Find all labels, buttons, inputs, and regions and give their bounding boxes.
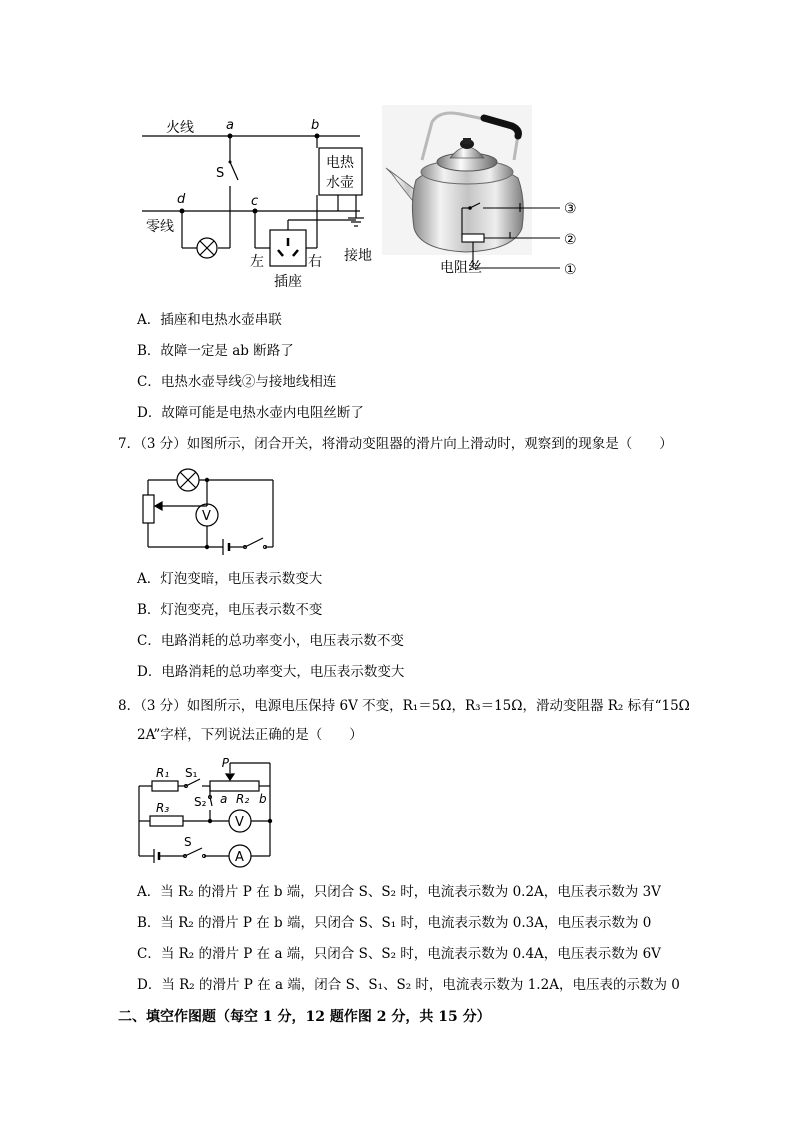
q8-s-label: S <box>184 835 192 849</box>
fig6-s: S <box>216 166 225 181</box>
q8-option-d[interactable]: D．当 R₂ 的滑片 P 在 a 端，闭合 S、S₁、S₂ 时，电流表示数为 1.2A，电压表的示数为 0 <box>137 977 680 993</box>
fig6-a: a <box>226 118 234 133</box>
fig6-circle-1: ① <box>564 262 577 278</box>
q6-option-d[interactable]: D．故障可能是电热水壶内电阻丝断了 <box>137 405 364 421</box>
fig6-jiedi: 接地 <box>344 248 372 264</box>
fig6-huoxian: 火线 <box>166 120 194 136</box>
q8-a-label: a <box>220 792 228 806</box>
q8-option-b[interactable]: B．当 R₂ 的滑片 P 在 b 端，只闭合 S、S₁ 时，电流表示数为 0.3A，电压表示数为 0 <box>137 915 652 931</box>
fig6-chazuo: 插座 <box>274 274 302 290</box>
fig6-b: b <box>311 118 320 133</box>
fig6-c: c <box>251 194 259 209</box>
q8-stem-line2: 2A”字样，下列说法正确的是（ ） <box>137 727 363 743</box>
q8-r2-label: R₂ <box>236 792 250 806</box>
fig6-circle-3: ③ <box>564 201 577 217</box>
q8-b-label: b <box>259 792 267 806</box>
q8-option-a[interactable]: A．当 R₂ 的滑片 P 在 b 端，只闭合 S、S₂ 时，电流表示数为 0.2A，电压表示数为 3V <box>137 884 661 900</box>
q8-voltmeter-label: V <box>235 815 244 830</box>
q8-r3-label: R₃ <box>156 801 170 815</box>
q8-stem-line1: 8．（3 分）如图所示，电源电压保持 6V 不变，R₁＝5Ω，R₃＝15Ω，滑动变阻器 R₂ 标有“15Ω <box>118 698 690 714</box>
q8-ammeter-label: A <box>235 850 244 865</box>
fig6-kettle-line2: 水壶 <box>326 175 354 191</box>
q7-circuit-diagram <box>135 462 285 557</box>
fig6-kettle-line1: 电热 <box>326 155 354 171</box>
fig6-dianzusi: 电阻丝 <box>440 260 482 276</box>
fig6-circle-2: ② <box>564 232 577 248</box>
q7-stem: 7．（3 分）如图所示，闭合开关，将滑动变阻器的滑片向上滑动时，观察到的现象是（ ） <box>118 436 673 452</box>
q6-option-a[interactable]: A．插座和电热水壶串联 <box>137 312 282 328</box>
fig6-d: d <box>177 192 186 207</box>
q7-option-a[interactable]: A．灯泡变暗，电压表示数变大 <box>137 571 323 587</box>
q8-circuit-diagram <box>130 755 280 870</box>
q6-option-b[interactable]: B．故障一定是 ab 断路了 <box>137 343 294 359</box>
q7-voltmeter-label: V <box>202 509 211 524</box>
q6-option-c[interactable]: C．电热水壶导线②与接地线相连 <box>137 374 337 390</box>
q8-s1-label: S₁ <box>185 766 198 780</box>
q8-option-c[interactable]: C．当 R₂ 的滑片 P 在 a 端，只闭合 S、S₂ 时，电流表示数为 0.4A，电压表示数为 6V <box>137 946 661 962</box>
fig6-lingxian: 零线 <box>146 219 174 235</box>
fig6-zuo: 左 <box>250 254 264 270</box>
section-2-heading: 二、填空作图题（每空 1 分，12 题作图 2 分，共 15 分） <box>118 1009 491 1025</box>
kettle-figure <box>380 100 595 285</box>
q8-r1-label: R₁ <box>156 766 170 780</box>
q7-option-d[interactable]: D．电路消耗的总功率变大，电压表示数变大 <box>137 664 405 680</box>
q8-p-label: P <box>221 756 229 770</box>
q7-option-b[interactable]: B．灯泡变亮，电压表示数不变 <box>137 602 323 618</box>
q6-circuit-diagram <box>130 100 380 300</box>
q7-option-c[interactable]: C．电路消耗的总功率变小，电压表示数不变 <box>137 633 404 649</box>
fig6-you: 右 <box>308 254 322 270</box>
q8-s2-label: S₂ <box>194 795 207 809</box>
